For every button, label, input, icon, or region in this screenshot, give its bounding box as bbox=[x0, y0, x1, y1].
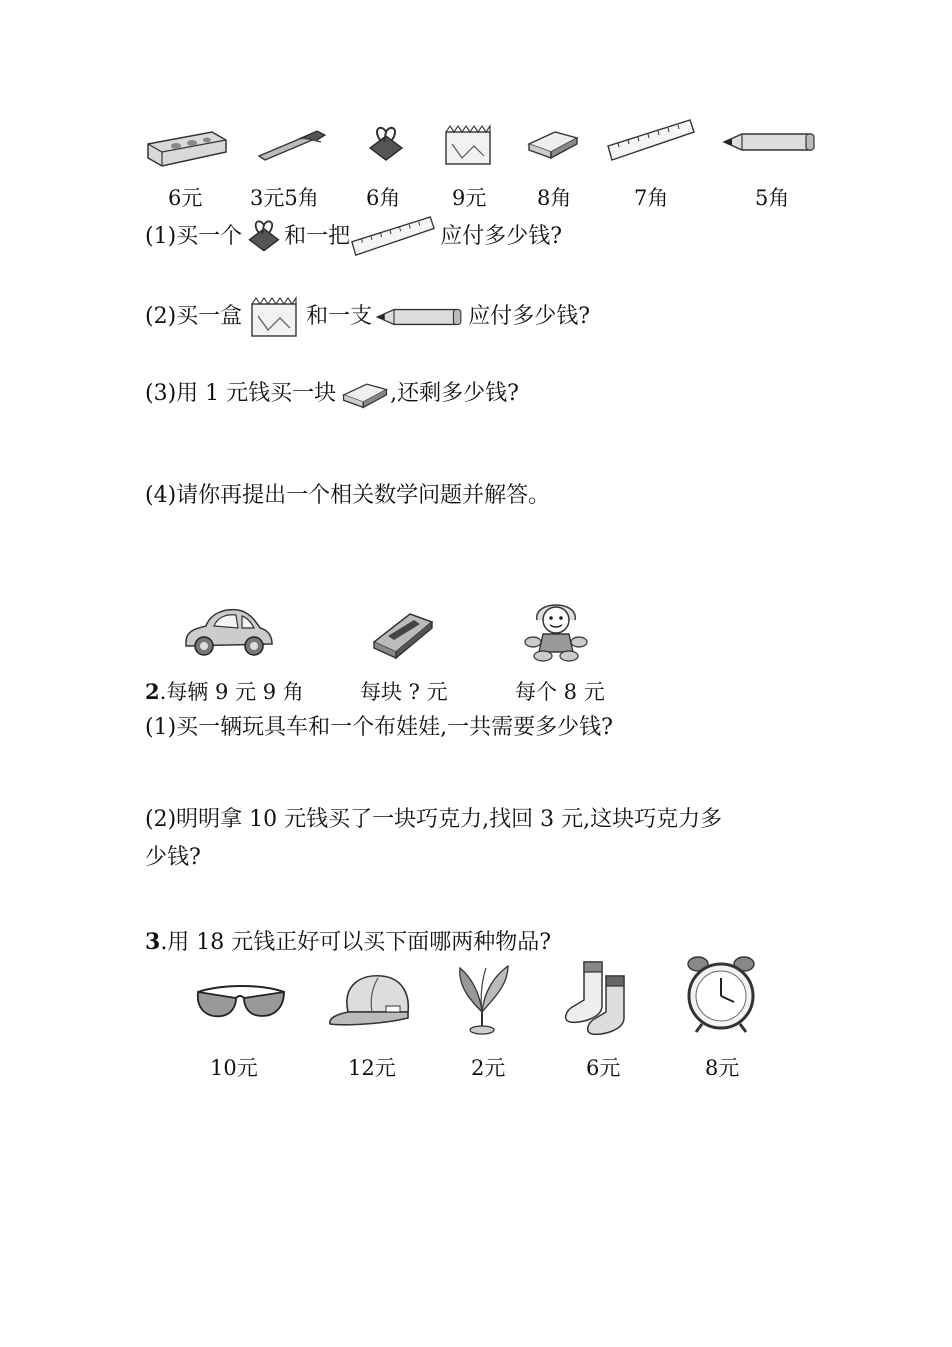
toy-car-icon bbox=[180, 600, 276, 662]
question-2-2-line-1: (2)明明拿 10 元钱买了一块巧克力,找回 3 元,这块巧克力多 bbox=[145, 807, 723, 832]
question-1-3 bbox=[145, 376, 519, 420]
item-price-feather: 2元 bbox=[471, 1056, 506, 1080]
question-1-2 bbox=[145, 294, 590, 344]
item-price-4: 9元 bbox=[452, 186, 487, 210]
socks-icon bbox=[560, 958, 644, 1040]
sunglasses-icon bbox=[192, 978, 288, 1024]
question-1-2-part-b: 和一支 bbox=[306, 304, 373, 329]
alarm-clock-icon bbox=[682, 952, 760, 1036]
item-price-6: 7角 bbox=[634, 186, 669, 210]
question-2-1: (1)买一辆玩具车和一个布娃娃,一共需要多少钱? bbox=[145, 715, 613, 740]
section-3-question: .用 18 元钱正好可以买下面哪两种物品? bbox=[160, 930, 552, 955]
question-1-4: (4)请你再提出一个相关数学问题并解答。 bbox=[145, 483, 551, 508]
question-1-3-part-b: ,还剩多少钱? bbox=[390, 381, 519, 406]
ruler-icon bbox=[606, 116, 696, 166]
question-1-1-part-a: (1)买一个 bbox=[145, 224, 243, 249]
section-3-title bbox=[145, 925, 551, 956]
ruler-icon bbox=[350, 213, 436, 261]
car-price-label: 每辆 9 元 9 角 bbox=[166, 680, 304, 704]
eraser-icon bbox=[525, 124, 581, 162]
chocolate-bar-icon bbox=[370, 608, 436, 660]
eraser-icon bbox=[340, 377, 390, 411]
question-1-3-part-a: (3)用 1 元钱买一块 bbox=[145, 381, 337, 406]
question-2-2-line-2: 少钱? bbox=[145, 845, 201, 870]
crayon-box-icon bbox=[246, 294, 302, 340]
crayon-box-icon bbox=[440, 122, 496, 168]
item-price-3: 6角 bbox=[366, 186, 401, 210]
question-1-1 bbox=[145, 213, 562, 263]
pencil-icon bbox=[722, 128, 818, 156]
question-1-1-part-c: 应付多少钱? bbox=[440, 224, 562, 249]
pen-icon bbox=[255, 126, 329, 162]
chocolate-price-label: 每块 ? 元 bbox=[360, 680, 448, 704]
binder-clip-icon bbox=[242, 215, 284, 259]
section-2-label-car: 2.每辆 9 元 9 角 bbox=[145, 679, 304, 704]
item-price-1: 6元 bbox=[168, 186, 203, 210]
item-price-clock: 8元 bbox=[705, 1056, 740, 1080]
section-3-number: 3 bbox=[145, 929, 161, 955]
pencil-case-icon bbox=[142, 122, 230, 170]
question-1-1-part-b: 和一把 bbox=[284, 224, 351, 249]
item-price-socks: 6元 bbox=[586, 1056, 621, 1080]
item-price-cap: 12元 bbox=[348, 1056, 396, 1080]
binder-clip-icon bbox=[362, 122, 408, 168]
doll-price-label: 每个 8 元 bbox=[515, 680, 605, 704]
item-price-5: 8角 bbox=[537, 186, 572, 210]
item-price-7: 5角 bbox=[755, 186, 790, 210]
feather-icon bbox=[452, 960, 514, 1038]
item-price-sunglasses: 10元 bbox=[210, 1056, 258, 1080]
question-1-2-part-c: 应付多少钱? bbox=[468, 304, 590, 329]
item-price-2: 3元5角 bbox=[250, 186, 319, 210]
cap-icon bbox=[324, 970, 416, 1034]
question-1-2-part-a: (2)买一盒 bbox=[145, 304, 243, 329]
pencil-icon bbox=[374, 304, 466, 330]
section-2-number: 2 bbox=[145, 679, 160, 704]
rag-doll-icon bbox=[523, 596, 589, 662]
